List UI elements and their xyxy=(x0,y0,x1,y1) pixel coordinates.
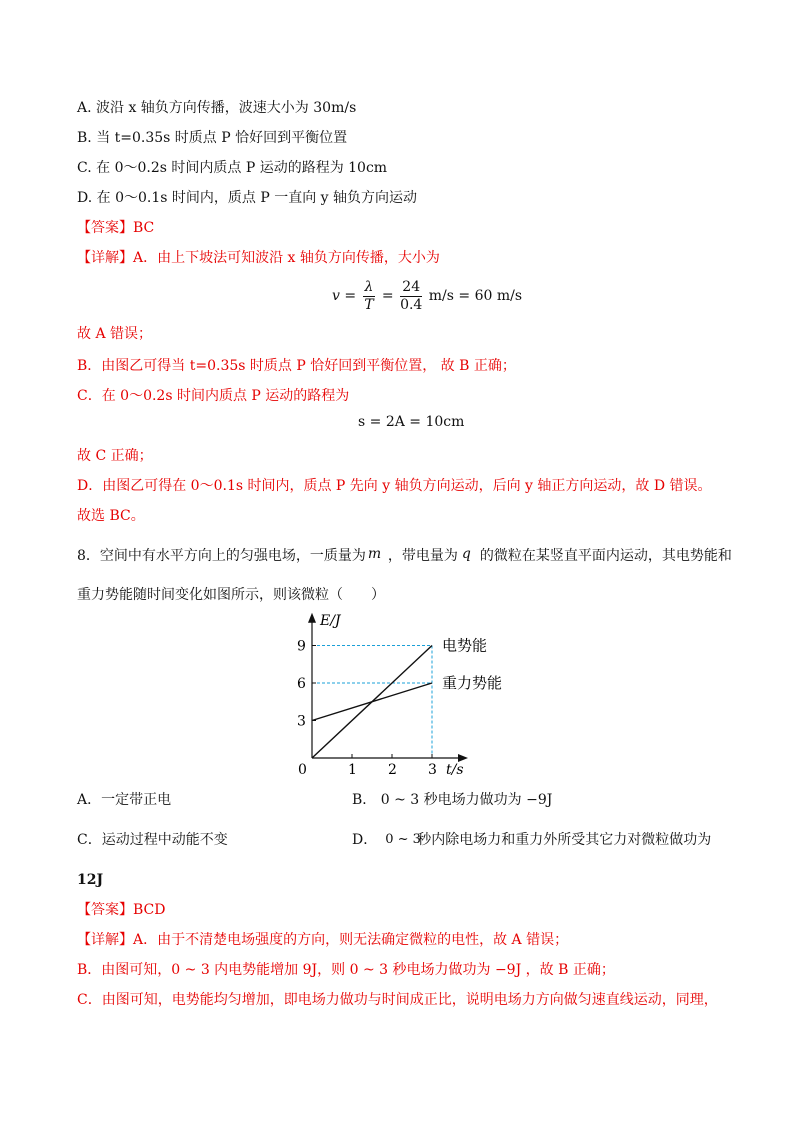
fraction-lambda-t xyxy=(363,279,376,314)
y-tick-label: 6 xyxy=(297,676,306,692)
q7-answer: 【答案】BC xyxy=(77,220,155,236)
series-line xyxy=(312,683,432,721)
x-tick-label: 3 xyxy=(428,762,437,778)
formula-v-left: v = xyxy=(332,288,357,304)
fraction-denominator: 0.4 xyxy=(400,296,423,313)
series-label: 重力势能 xyxy=(442,674,503,692)
q8-stem-line2: 重力势能随时间变化如图所示，则该微粒（ ） xyxy=(77,587,385,603)
fraction-numerator: 24 xyxy=(400,279,422,297)
q8-detail-c: C．由图可知，电势能均匀增加，即电场力做功与时间成正比，说明电场力方向做匀速直线运动，同理， xyxy=(77,992,718,1008)
series-label: 电势能 xyxy=(442,636,488,655)
q8-detail-b: B．由图可知，0 ~ 3 内电势能增加 9J，则 0 ~ 3 秒电场力做功为 −9J ，故 B 正确； xyxy=(77,962,615,978)
origin-label: 0 xyxy=(298,762,307,778)
q8-stem-part-a: 8．空间中有水平方向上的匀强电场，一质量为 xyxy=(77,548,366,564)
charge-symbol: q xyxy=(461,546,471,562)
x-tick-label: 1 xyxy=(348,762,357,778)
energy-time-chart xyxy=(292,608,532,778)
q7-option-b: B. 当 t=0.35s 时质点 P 恰好回到平衡位置 xyxy=(77,130,348,146)
q8-answer: 【答案】BCD xyxy=(77,902,166,918)
q8-option-d-label: D． xyxy=(352,832,378,848)
q7-option-a: A. 波沿 x 轴负方向传播，波速大小为 30m/s xyxy=(77,100,357,116)
q8-stem-part-b: ，带电量为 xyxy=(387,548,458,564)
q8-option-d-continued: 12J xyxy=(77,872,104,888)
formula-equals: = xyxy=(381,288,394,304)
fraction-24-04 xyxy=(400,279,422,314)
q7-verdict-a: 故 A 错误； xyxy=(77,326,153,342)
q7-detail-d: D．由图乙可得在 0～0.1s 时间内，质点 P 先向 y 轴负方向运动，后向 y 轴正方向运动，故 D 错误。 xyxy=(77,478,712,494)
x-tick-label: 2 xyxy=(388,762,397,778)
formula-distance: s = 2A = 10cm xyxy=(358,414,465,430)
q7-verdict-c: 故 C 正确； xyxy=(77,448,153,464)
fraction-denominator: T xyxy=(364,296,374,313)
q7-option-d: D. 在 0～0.1s 时间内，质点 P 一直向 y 轴负方向运动 xyxy=(77,190,418,206)
q8-option-d xyxy=(352,830,711,850)
q7-detail-c: C．在 0～0.2s 时间内质点 P 运动的路程为 xyxy=(77,388,350,404)
formula-result: m/s = 60 m/s xyxy=(428,288,523,304)
q8-option-b: B． 0 ~ 3 秒电场力做功为 −9J xyxy=(352,792,553,808)
q7-option-c: C. 在 0～0.2s 时间内质点 P 运动的路程为 10cm xyxy=(77,160,388,176)
y-axis-arrow xyxy=(308,613,316,623)
q8-stem-line1 xyxy=(77,546,732,566)
q8-detail-a: 【详解】A．由于不清楚电场强度的方向，则无法确定微粒的电性，故 A 错误； xyxy=(77,932,569,948)
q8-stem-part-c: 的微粒在某竖直平面内运动，其电势能和 xyxy=(479,548,732,564)
y-axis-label: E/J xyxy=(320,612,341,629)
mass-symbol: m xyxy=(367,546,382,562)
q8-option-d-range: 0 ~ 3 xyxy=(385,832,421,847)
q8-option-d-text: 秒内除电场力和重力外所受其它力对微粒做功为 xyxy=(417,832,712,848)
x-axis-label: t/s xyxy=(446,762,464,778)
y-tick-label: 3 xyxy=(297,713,306,730)
q7-detail-a: 【详解】A．由上下坡法可知波沿 x 轴负方向传播，大小为 xyxy=(77,250,440,266)
q7-detail-b: B．由图乙可得当 t=0.35s 时质点 P 恰好回到平衡位置， 故 B 正确； xyxy=(77,358,516,374)
y-tick-label: 9 xyxy=(297,638,306,655)
q8-option-c: C．运动过程中动能不变 xyxy=(77,832,228,848)
q7-conclusion: 故选 BC。 xyxy=(77,508,145,524)
x-axis-arrow xyxy=(458,754,468,762)
formula-velocity xyxy=(332,276,522,316)
q8-option-a: A．一定带正电 xyxy=(77,792,172,808)
fraction-numerator: λ xyxy=(364,278,374,295)
